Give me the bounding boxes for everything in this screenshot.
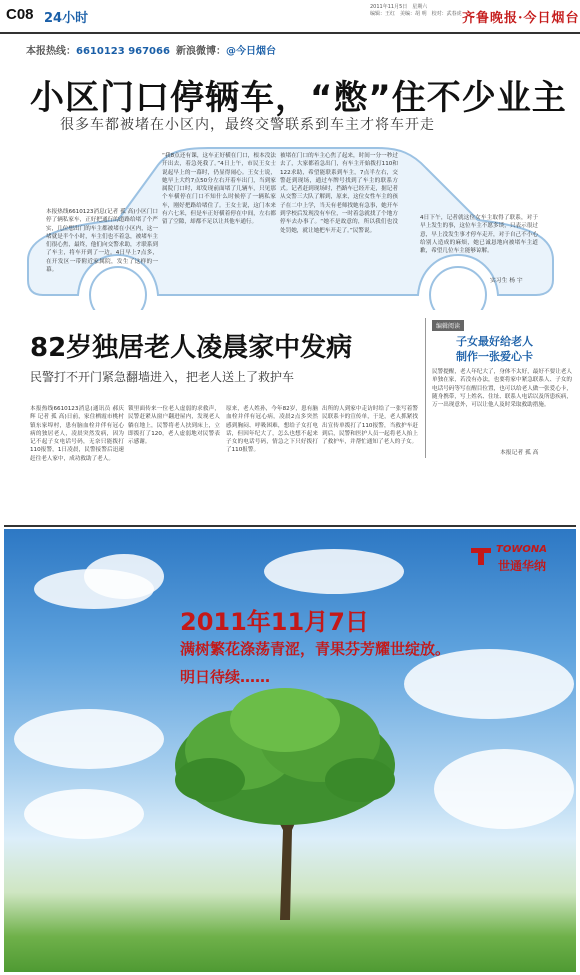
article2-subheadline: 民警打不开门紧急翻墙进入，把老人送上了救护车 xyxy=(30,370,295,384)
article2-column-3: 原来，老人姓孙，今年82岁，患有脑血栓并伴有冠心病，凌晨2点多突然感到胸闷、呼吸困难，想给子女打电话，但因年纪大了，怎么也想不起来子女的电话号码，情急之下只好拨打了110报警。 xyxy=(226,406,318,454)
newspaper-brand: 齐鲁晚报·今日烟台 xyxy=(462,11,580,26)
cloud-shape xyxy=(14,709,164,769)
article1-byline: 实习生 杨 宇 xyxy=(490,278,523,284)
article1-column-2: “我8点还有课，这车正好横在门口，根本没法开出去，着急死我了。”4日上午，市民王女士说起早上的一幕时，仍显得闹心。王女士说，她早上大约7点50分左右开着车出门，当到家属院门口时，却发现前面堵了几辆车，只见那个车横停在门口不知什么时候停了一辆私家车，刚好把路给堵住了。王女士说，这门本来有六七米，但是车正好横着停在中间，左右都留了空隙，却都不足以让其他车通行。 xyxy=(162,153,276,226)
advert-brand-en: TOWONA xyxy=(496,544,547,555)
article2-headline: 82岁独居老人凌晨家中发病 xyxy=(30,333,353,363)
article1-headline: 小区门口停辆车，“憋”住不少业主 xyxy=(30,78,567,118)
sidebar-title-line-1: 子女最好给老人 xyxy=(456,335,533,348)
article1-column-4: 4日下午，记者就这位女车主取得了联系，对于早上发生的事，这位车主不愿多谈，只表示很过意，早上没发生事才停车走开，对于自己不小心给别人造成的麻烦，她已诚恳地向被堵车主道歉，希望几位车主能够谅解。 xyxy=(420,215,538,255)
sidebar-title xyxy=(456,334,566,364)
weibo-account: @今日烟台 xyxy=(226,46,276,57)
article1-column-3: 被堵在门口的车主心焦了起来，时间一分一秒过去了，大家都着急出门，有车主开始拨打110和122求助，希望能联系到车主，7点半左右，交警赶到现场，通过车牌号找到了车主的联系方式。记者赶到现场时，挡路车已经开走，据记者从交警三大队了解到，原来，这位女性车主的孩子在二中上学，当天有老师找她有急事，她开车到学校后发现没有车位，一时着急就找了个地方停车去办事了。“她不是故意的，所以我们也没处罚她，就让她把车开走了。”民警说。 xyxy=(280,153,398,234)
cloud-shape xyxy=(264,549,404,594)
article2-column-2: 锁里面传来一位老人虚弱的求救声，民警赶紧从窗户翻进屋内，发现老人躺在地上，民警将老人扶到床上，立即拨打了120，老人虚弱地对民警表示感谢。 xyxy=(128,406,220,446)
cloud-shape xyxy=(24,789,144,839)
article2-column-4: 出所的人到家中走访时给了一张写着警民联系卡的宣传单，于是，老人抓紧找出宣传单拨打了110报警，当救护车赶到后，民警和医护人员一起将老人抬上了救护车，并帮忙通知了老人的子女。 xyxy=(322,406,418,446)
logo-mark-icon xyxy=(470,545,492,567)
editor-credits: 编辑：王红 美编：胡 明 校对：武春虎 xyxy=(370,11,462,17)
advert-brand-cn: 世通华纳 xyxy=(498,559,547,573)
header-meta xyxy=(370,4,465,18)
hotline-numbers: 6610123 967066 xyxy=(76,46,170,57)
sidebar-title-line-2: 制作一张爱心卡 xyxy=(456,350,533,363)
cloud-shape xyxy=(434,749,574,829)
article1-subheadline: 很多车都被堵在小区内，最终交警联系到车主才将车开走 xyxy=(60,117,435,133)
sidebar-tag: 编辑阅读 xyxy=(432,320,464,331)
section-divider xyxy=(4,525,576,527)
issue-date: 2011年11月5日 星期六 xyxy=(370,4,428,10)
section-name: 24小时 xyxy=(44,11,89,26)
sidebar-byline: 本报记者 孤 高 xyxy=(500,450,539,456)
hotline xyxy=(26,42,170,57)
article2-column-1: 本报热线6610123消息(通讯员 郝庆辉 记者 孤 高)日前，家住栖霞市桃村镇东家埠村，患有脑血栓并伴有冠心病的独居老人，凌晨突然发病，因为记不起子女电话号码，无奈只能拨打110报警，1日凌晨，民警接警后迅速赶往老人家中，成功救助了老人。 xyxy=(30,406,124,462)
hotline-label: 本报热线： xyxy=(26,46,76,57)
advert-tagline: 满树繁花涤荡青涩，青果芬芳耀世绽放。 xyxy=(180,640,451,658)
sidebar-body: 民警提醒，老人年纪大了，身体不太好，最好不要让老人单独在家，若没有办法，也要将家中紧急联系人、子女的电话号码等写在醒目位置，也可以给老人做一张爱心卡，随身携带，写上姓名、住址、联系人电话以及所患疾病，万一出现意外，可以让他人及时采取救助措施。 xyxy=(432,369,572,409)
page-number: C08 xyxy=(6,6,34,23)
advert-teaser: 明日待续…… xyxy=(180,668,271,686)
weibo xyxy=(176,42,276,57)
cloud-shape xyxy=(84,554,164,599)
advert-date: 2011年11月7日 xyxy=(180,608,369,636)
tree-illustration xyxy=(170,680,400,920)
weibo-label: 新浪微博： xyxy=(176,46,226,57)
cloud-shape xyxy=(404,649,574,719)
article1-column-1: 本报热线6610123消息(记者 孤 高)小区门口停了辆私家车，正好把通行的道路给堵了个严实，几位想出门的车主都被堵在小区内，这一堵就是半个小时，车主们也不着急，被堵车主们很心焦，最终，他们向交警求助，才联系到了车主，将车开到了一边。4日早上7点多，在开发区一带附近家属院，发生了这样的一幕。 xyxy=(46,209,158,274)
